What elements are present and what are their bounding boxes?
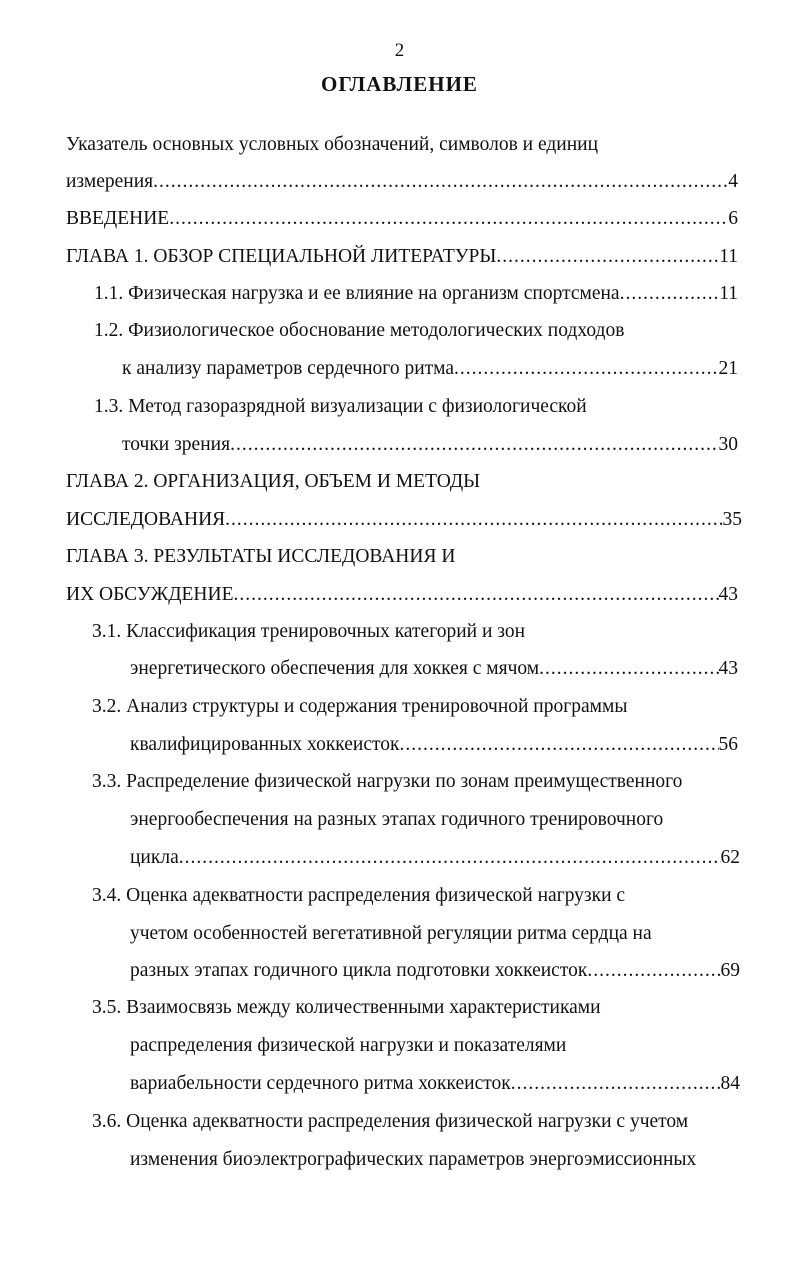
toc-leader-dots	[179, 843, 721, 873]
toc-entry-3-1[interactable]	[130, 654, 738, 684]
toc-chapter-3-line1: ГЛАВА 3. РЕЗУЛЬТАТЫ ИССЛЕДОВАНИЯ И	[66, 546, 456, 567]
toc-3-5-line2: распределения физической нагрузки и показателями	[130, 1035, 567, 1056]
toc-entry-symbols[interactable]	[66, 167, 738, 197]
toc-leader-dots	[454, 354, 718, 384]
toc-page-number: 21	[718, 358, 738, 379]
toc-leader-dots	[153, 167, 728, 197]
toc-3-3-line1: 3.3. Распределение физической нагрузки по зонам преимущественного	[92, 771, 683, 792]
toc-chapter-2-line1: ГЛАВА 2. ОРГАНИЗАЦИЯ, ОБЪЕМ И МЕТОДЫ	[66, 471, 481, 492]
toc-entry-title: ГЛАВА 1. ОБЗОР СПЕЦИАЛЬНОЙ ЛИТЕРАТУРЫ	[66, 246, 497, 267]
toc-entry-title: вариабельности сердечного ритма хоккеисток	[130, 1073, 511, 1094]
toc-3-4-line2: учетом особенностей вегетативной регуляции ритма сердца на	[130, 923, 652, 944]
toc-leader-dots	[587, 956, 720, 986]
page-number: 2	[394, 40, 405, 61]
toc-page-number: 6	[728, 208, 738, 229]
toc-page-number: 84	[720, 1073, 740, 1094]
toc-entry-title: ИХ ОБСУЖДЕНИЕ	[66, 584, 234, 605]
toc-entry-title: цикла	[130, 847, 179, 868]
toc-entry-3-5[interactable]	[130, 1069, 740, 1099]
toc-3-5-line1: 3.5. Взаимосвязь между количественными характеристиками	[92, 997, 601, 1018]
toc-leader-dots	[225, 505, 722, 535]
toc-entry-title: к анализу параметров сердечного ритма	[122, 358, 455, 379]
toc-entry-title: разных этапах годичного цикла подготовки хоккеисток	[130, 960, 588, 981]
toc-leader-dots	[400, 730, 719, 760]
toc-1-3-line1: 1.3. Метод газоразрядной визуализации с физиологической	[94, 396, 587, 417]
toc-entry-title: точки зрения	[122, 434, 231, 455]
toc-leader-dots	[230, 430, 718, 460]
toc-page-number: 43	[718, 658, 738, 679]
toc-leader-dots	[620, 279, 720, 309]
toc-entry-title: измерения	[66, 171, 154, 192]
toc-entry-chapter-2[interactable]	[66, 505, 742, 535]
toc-3-6-line1: 3.6. Оценка адекватности распределения физической нагрузки с учетом	[92, 1111, 689, 1132]
toc-3-2-line1: 3.2. Анализ структуры и содержания тренировочной программы	[92, 696, 628, 717]
toc-entry-title: квалифицированных хоккеисток	[130, 734, 400, 755]
toc-leader-dots	[169, 204, 728, 234]
toc-page-number: 69	[720, 960, 740, 981]
toc-entry-3-3[interactable]	[130, 843, 740, 873]
toc-entry-intro[interactable]	[66, 204, 738, 234]
toc-page-number: 4	[728, 171, 738, 192]
toc-leader-dots	[539, 654, 718, 684]
toc-symbols-line1: Указатель основных условных обозначений, символов и единиц	[66, 134, 599, 155]
toc-entry-1-1[interactable]	[94, 279, 738, 309]
toc-entry-title: энергетического обеспечения для хоккея с мячом	[130, 658, 540, 679]
toc-entry-1-3[interactable]	[122, 430, 738, 460]
toc-page-number: 35	[722, 509, 742, 530]
toc-leader-dots	[234, 580, 719, 610]
toc-page-number: 11	[719, 283, 738, 304]
toc-page-number: 30	[718, 434, 738, 455]
toc-entry-title: ВВЕДЕНИЕ	[66, 208, 170, 229]
toc-page-number: 11	[719, 246, 738, 267]
toc-entry-1-2[interactable]	[122, 354, 738, 384]
toc-entry-3-4[interactable]	[130, 956, 740, 986]
toc-entry-title: ИССЛЕДОВАНИЯ	[66, 509, 226, 530]
toc-3-6-line2: изменения биоэлектрографических параметров энергоэмиссионных	[130, 1149, 697, 1170]
toc-entry-chapter-1[interactable]	[66, 242, 738, 272]
toc-3-1-line1: 3.1. Классификация тренировочных категорий и зон	[92, 621, 526, 642]
toc-page-number: 62	[720, 847, 740, 868]
toc-entry-chapter-3[interactable]	[66, 580, 738, 610]
toc-3-3-line2: энергообеспечения на разных этапах годичного тренировочного	[130, 809, 664, 830]
page-title: ОГЛАВЛЕНИЕ	[321, 72, 478, 96]
toc-entry-3-2[interactable]	[130, 730, 738, 760]
toc-page-number: 56	[718, 734, 738, 755]
toc-page-number: 43	[718, 584, 738, 605]
toc-1-2-line1: 1.2. Физиологическое обоснование методологических подходов	[94, 320, 625, 341]
toc-entry-title: 1.1. Физическая нагрузка и ее влияние на организм спортсмена	[94, 283, 620, 304]
toc-leader-dots	[511, 1069, 721, 1099]
toc-3-4-line1: 3.4. Оценка адекватности распределения физической нагрузки с	[92, 885, 626, 906]
toc-leader-dots	[496, 242, 719, 272]
